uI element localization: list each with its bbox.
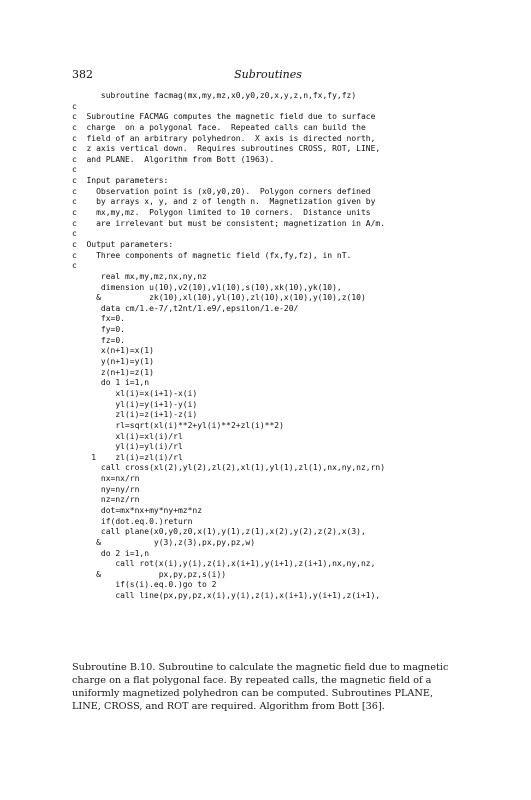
code-line: call plane(x0,y0,z0,x(1),y(1),z(1),x(2),y(2),z(2),x(3), <box>72 527 366 537</box>
code-line: z(n+1)=z(1) <box>72 367 154 377</box>
code-line: c by arrays x, y, and z of length n. Magnetization given by <box>72 197 376 207</box>
code-line: do 1 i=1,n <box>72 378 150 388</box>
code-line: c are irrelevant but must be consistent; magnetization in A/m. <box>72 218 386 228</box>
code-line: real mx,my,mz,nx,ny,nz <box>72 271 207 281</box>
code-line: c <box>72 101 77 111</box>
code-line: fx=0. <box>72 314 125 324</box>
code-line: c z axis vertical down. Requires subroutines CROSS, ROT, LINE, <box>72 144 381 154</box>
code-line: data cm/1.e-7/,t2nt/1.e9/,epsilon/1.e-20/ <box>72 303 299 313</box>
code-line: fy=0. <box>72 325 125 335</box>
code-line: if(dot.eq.0.)return <box>72 516 193 526</box>
code-line: rl=sqrt(xl(i)**2+yl(i)**2+zl(i)**2) <box>72 420 284 430</box>
code-line: y(n+1)=y(1) <box>72 357 154 367</box>
code-line: dot=mx*nx+my*ny+mz*nz <box>72 505 203 515</box>
code-line: c mx,my,mz. Polygon limited to 10 corners. Distance units <box>72 208 371 218</box>
code-line: c field of an arbitrary polyhedron. X axis is directed north, <box>72 133 376 143</box>
code-line: c <box>72 261 77 271</box>
code-line: call rot(x(i),y(i),z(i),x(i+1),y(i+1),z(i+1),nx,ny,nz, <box>72 559 376 569</box>
code-line: c charge on a polygonal face. Repeated calls can build the <box>72 122 366 132</box>
code-line: c and PLANE. Algorithm from Bott (1963). <box>72 154 275 164</box>
running-title: Subroutines <box>234 68 302 81</box>
code-line: c Output parameters: <box>72 239 174 249</box>
code-line: nz=nz/rn <box>72 495 140 505</box>
code-line: ny=ny/rn <box>72 484 140 494</box>
code-line: zl(i)=z(i+1)-z(i) <box>72 410 198 420</box>
code-line: x(n+1)=x(1) <box>72 346 154 356</box>
figure-caption: Subroutine B.10. Subroutine to calculate the magnetic field due to magnetic charge on a flat polygonal face. By repeated calls, the magnetic field of a uniformly magnetized polyhedron can be computed. Subroutines PLANE, LINE, CROSS, and ROT are required. Algorithm from Bott [36]. <box>72 662 449 712</box>
code-line: c <box>72 165 77 175</box>
code-line: c Three components of magnetic field (fx,fy,fz), in nT. <box>72 250 352 260</box>
code-line: & px,py,pz,s(i)) <box>72 569 227 579</box>
code-line: fz=0. <box>72 335 125 345</box>
code-line: c <box>72 229 77 239</box>
code-line: & zk(10),xl(10),yl(10),zl(10),x(10),y(10),z(10) <box>72 293 366 303</box>
code-line: c Observation point is (x0,y0,z0). Polygon corners defined <box>72 186 371 196</box>
code-line: 1 zl(i)=zl(i)/rl <box>72 452 183 462</box>
code-line: yl(i)=y(i+1)-y(i) <box>72 399 198 409</box>
code-line: yl(i)=yl(i)/rl <box>72 442 183 452</box>
fortran-code-listing <box>72 91 385 602</box>
code-line: call line(px,py,pz,x(i),y(i),z(i),x(i+1),y(i+1),z(i+1), <box>72 591 381 601</box>
page-number: 382 <box>72 68 93 81</box>
page-header <box>72 68 464 82</box>
code-line: & y(3),z(3),px,py,pz,w) <box>72 537 256 547</box>
code-line: nx=nx/rn <box>72 474 140 484</box>
code-line: xl(i)=xl(i)/rl <box>72 431 183 441</box>
code-line: c Subroutine FACMAG computes the magnetic field due to surface <box>72 112 376 122</box>
code-line: if(s(i).eq.0.)go to 2 <box>72 580 217 590</box>
code-line: do 2 i=1,n <box>72 548 150 558</box>
code-line: call cross(xl(2),yl(2),zl(2),xl(1),yl(1),zl(1),nx,ny,nz,rn) <box>72 463 386 473</box>
code-line: c Input parameters: <box>72 176 169 186</box>
code-line: xl(i)=x(i+1)-x(i) <box>72 388 198 398</box>
code-line: subroutine facmag(mx,my,mz,x0,y0,z0,x,y,z,n,fx,fy,fz) <box>72 91 357 100</box>
code-line: dimension u(10),v2(10),v1(10),s(10),xk(10),yk(10), <box>72 282 342 292</box>
